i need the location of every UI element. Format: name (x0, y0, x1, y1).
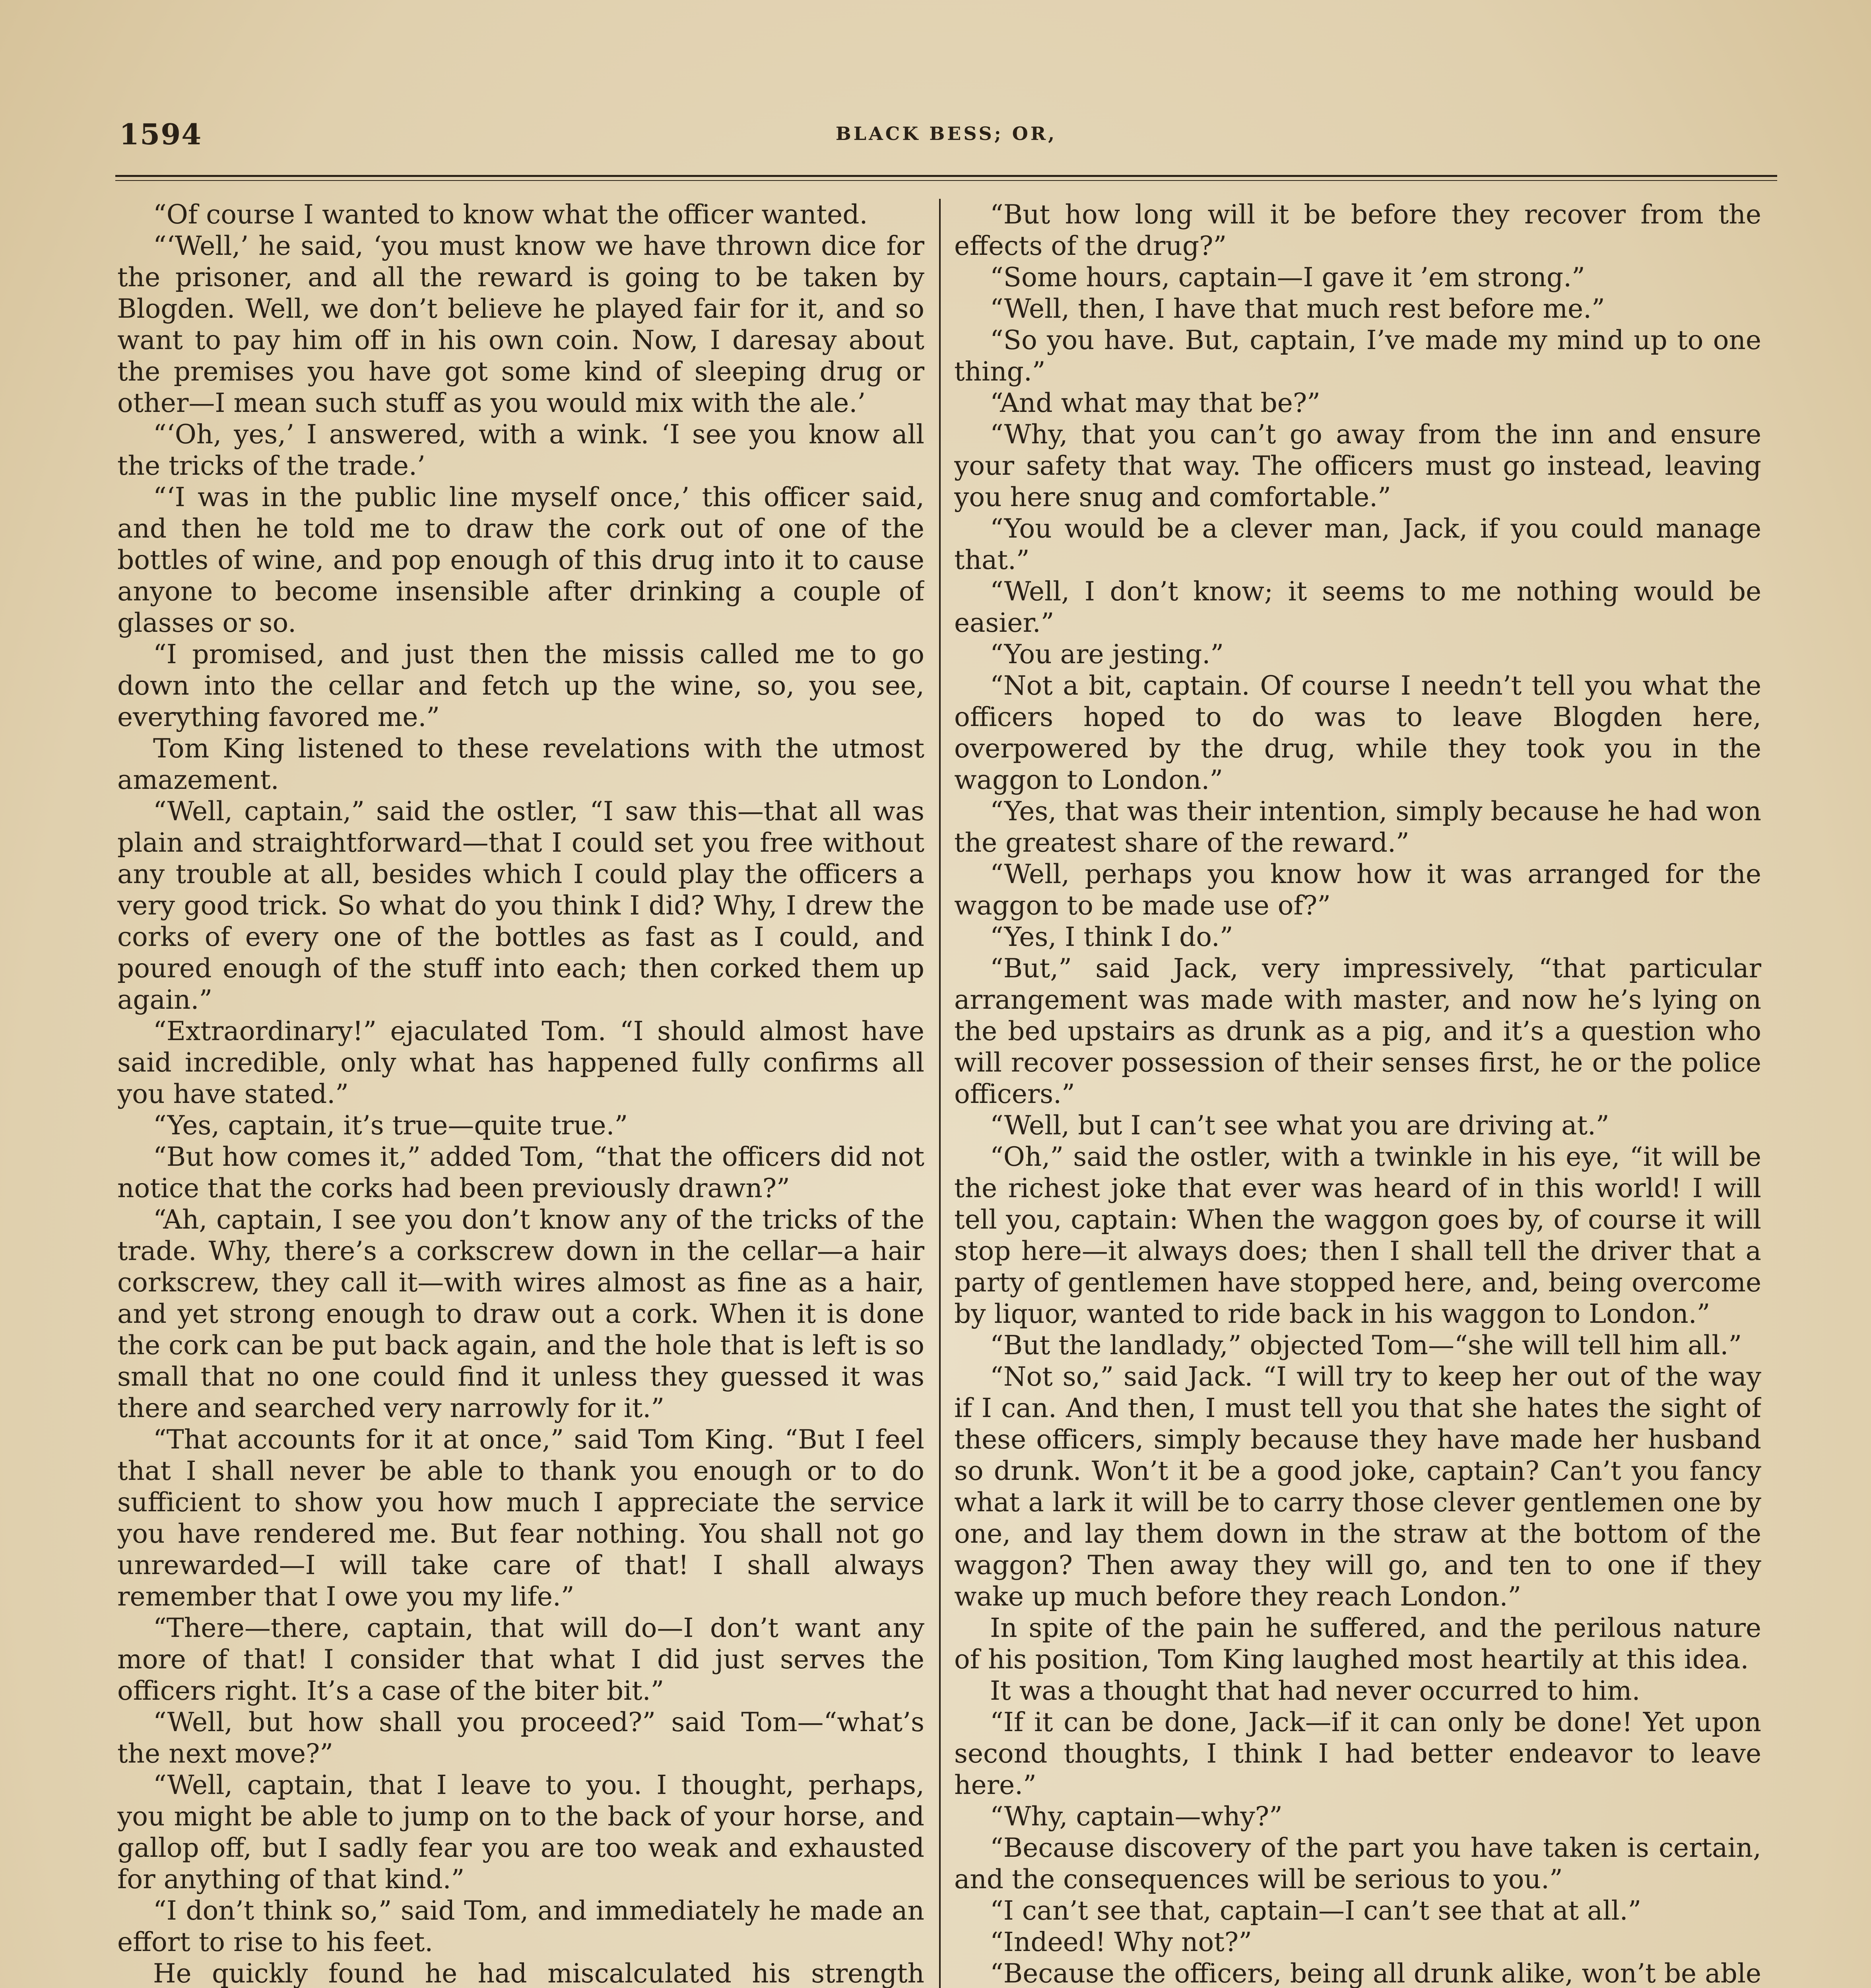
column-divider (939, 199, 941, 1988)
paragraph: “Well, but how shall you proceed?” said Tom—“what’s the next move?” (117, 1707, 924, 1769)
paragraph: “Well, I don’t know; it seems to me nothing would be easier.” (954, 576, 1761, 638)
paragraph: “I promised, and just then the missis called me to go down into the cellar and fetch up the wine, so, you see, everything favored me.” (117, 639, 924, 732)
paragraph: “Well, captain,” said the ostler, “I saw this—that all was plain and straightforward—that I could set you free without any trouble at all, besides which I could play the officers a very good trick. So what do you think I did? Why, I drew the corks of every one of the bottles as fast as I could, and poured enough of the stuff into each; then corked them up again.” (117, 796, 924, 1015)
paragraph: He quickly found he had miscalculated his strength (153, 1958, 924, 1988)
page-number: 1594 (119, 117, 202, 151)
paragraph: “So you have. But, captain, I’ve made my mind up to one thing.” (954, 325, 1761, 387)
right-column-paragraphs (954, 199, 1761, 1988)
paragraph: “Of course I wanted to know what the officer wanted. (153, 199, 868, 230)
paragraph: “You are jesting.” (990, 639, 1224, 670)
paragraph: It was a thought that had never occurred to him. (990, 1675, 1640, 1706)
paragraph: “Indeed! Why not?” (990, 1927, 1252, 1957)
paragraph: “But how comes it,” added Tom, “that the officers did not notice that the corks had been previously drawn?” (117, 1142, 924, 1204)
paragraph: “Yes, captain, it’s true—quite true.” (153, 1110, 628, 1141)
running-title: BLACK BESS; OR, (835, 123, 1057, 144)
paragraph: “Well, perhaps you know how it was arranged for the waggon to be made use of?” (954, 859, 1761, 921)
paragraph: “That accounts for it at once,” said Tom King. “But I feel that I shall never be able to thank you enough or to do sufficient to show you how much I appreciate the service you have rendered me. But fear nothing. You shall not go unrewarded—I will take care of that! I shall always remember that I owe you my life.” (117, 1424, 924, 1612)
paragraph: “And what may that be?” (990, 388, 1320, 418)
paragraph: “Not a bit, captain. Of course I needn’t tell you what the officers hoped to do was to leave Blogden here, overpowered by the drug, while they took you in the waggon to London.” (954, 670, 1761, 795)
paragraph: “There—there, captain, that will do—I don’t want any more of that! I consider that what I did just serves the officers right. It’s a case of the biter bit.” (117, 1613, 924, 1706)
paragraph: In spite of the pain he suffered, and the perilous nature of his position, Tom King laughed most heartily at this idea. (954, 1613, 1761, 1675)
paragraph: “Some hours, captain—I gave it ’em strong.” (990, 262, 1585, 293)
paragraph: “Well, then, I have that much rest before me.” (990, 293, 1605, 324)
paragraph: “Why, that you can’t go away from the inn and ensure your safety that way. The officers must go instead, leaving you here snug and comfortable.” (954, 419, 1761, 513)
paragraph: “‘Oh, yes,’ I answered, with a wink. ‘I see you know all the tricks of the trade.’ (117, 419, 924, 481)
paragraph: “Yes, I think I do.” (990, 922, 1233, 952)
paragraph: “‘I was in the public line myself once,’ this officer said, and then he told me to draw the cork out of one of the bottles of wine, and pop enough of this drug into it to cause anyone to become insensible after drinking a couple of glasses or so. (117, 482, 924, 638)
paragraph: “Not so,” said Jack. “I will try to keep her out of the way if I can. And then, I must tell you that she hates the sight of these officers, simply because they have made her husband so drunk. Won’t it be a good joke, captain? Can’t you fancy what a lark it will be to carry those clever gentlemen one by one, and lay them down in the straw at the bottom of the waggon? Then away they will go, and ten to one if they wake up much before they reach London.” (954, 1361, 1761, 1612)
paragraph: “If it can be done, Jack—if it can only be done! Yet upon second thoughts, I think I had better endeavor to leave here.” (954, 1707, 1761, 1800)
paragraph: “You would be a clever man, Jack, if you could manage that.” (954, 513, 1761, 575)
paragraph: “Yes, that was their intention, simply because he had won the greatest share of the reward.” (954, 796, 1761, 858)
paragraph: “But how long will it be before they recover from the effects of the drug?” (954, 199, 1761, 261)
header-rule (115, 175, 1777, 181)
right-column (954, 199, 1761, 1988)
paragraph: “Because discovery of the part you have taken is certain, and the consequences will be serious to you.” (954, 1833, 1761, 1895)
paragraph: “Extraordinary!” ejaculated Tom. “I should almost have said incredible, only what has happened fully confirms all you have stated.” (117, 1016, 924, 1109)
left-column-paragraphs-before (117, 199, 924, 1988)
paragraph: “But,” said Jack, very impressively, “that particular arrangement was made with master, and now he’s lying on the bed upstairs as drunk as a pig, and it’s a question who will recover possession of their senses first, he or the police officers.” (954, 953, 1761, 1109)
paragraph: “Well, captain, that I leave to you. I thought, perhaps, you might be able to jump on to the back of your horse, and gallop off, but I sadly fear you are too weak and exhausted for anything of that kind.” (117, 1770, 924, 1895)
page-header (119, 117, 1773, 157)
paragraph: “Why, captain—why?” (990, 1801, 1283, 1832)
paragraph: “I don’t think so,” said Tom, and immediately he made an effort to rise to his feet. (117, 1895, 924, 1957)
paragraph: “I can’t see that, captain—I can’t see that at all.” (990, 1895, 1642, 1926)
paragraph: Tom King listened to these revelations with the utmost amazement. (117, 733, 924, 795)
paragraph: “Oh,” said the ostler, with a twinkle in his eye, “it will be the richest joke that ever was heard of in this world! I will tell you, captain: When the waggon goes by, of course it will stop here—it always does; then I shall tell the driver that a party of gentlemen have stopped here, and, being overcome by liquor, wanted to ride back in his waggon to London.” (954, 1142, 1761, 1329)
left-column (117, 199, 924, 1988)
paragraph: “Ah, captain, I see you don’t know any of the tricks of the trade. Why, there’s a corkscrew down in the cellar—a hair corkscrew, they call it—with wires almost as fine as a hair, and yet strong enough to draw out a cork. When it is done the cork can be put back again, and the hole that is left is so small that no one could find it unless they guessed it was there and searched very narrowly for it.” (117, 1204, 924, 1423)
paragraph: “Well, but I can’t see what you are driving at.” (990, 1110, 1609, 1141)
paragraph: “Because the officers, being all drunk alike, won’t be able (990, 1958, 1761, 1988)
paragraph: “‘Well,’ he said, ‘you must know we have thrown dice for the prisoner, and all the reward is going to be taken by Blogden. Well, we don’t believe he played fair for it, and so want to pay him off in his own coin. Now, I daresay about the premises you have got some kind of sleeping drug or other—I mean such stuff as you would mix with the ale.’ (117, 231, 924, 418)
paragraph: “But the landlady,” objected Tom—“she will tell him all.” (990, 1330, 1742, 1361)
